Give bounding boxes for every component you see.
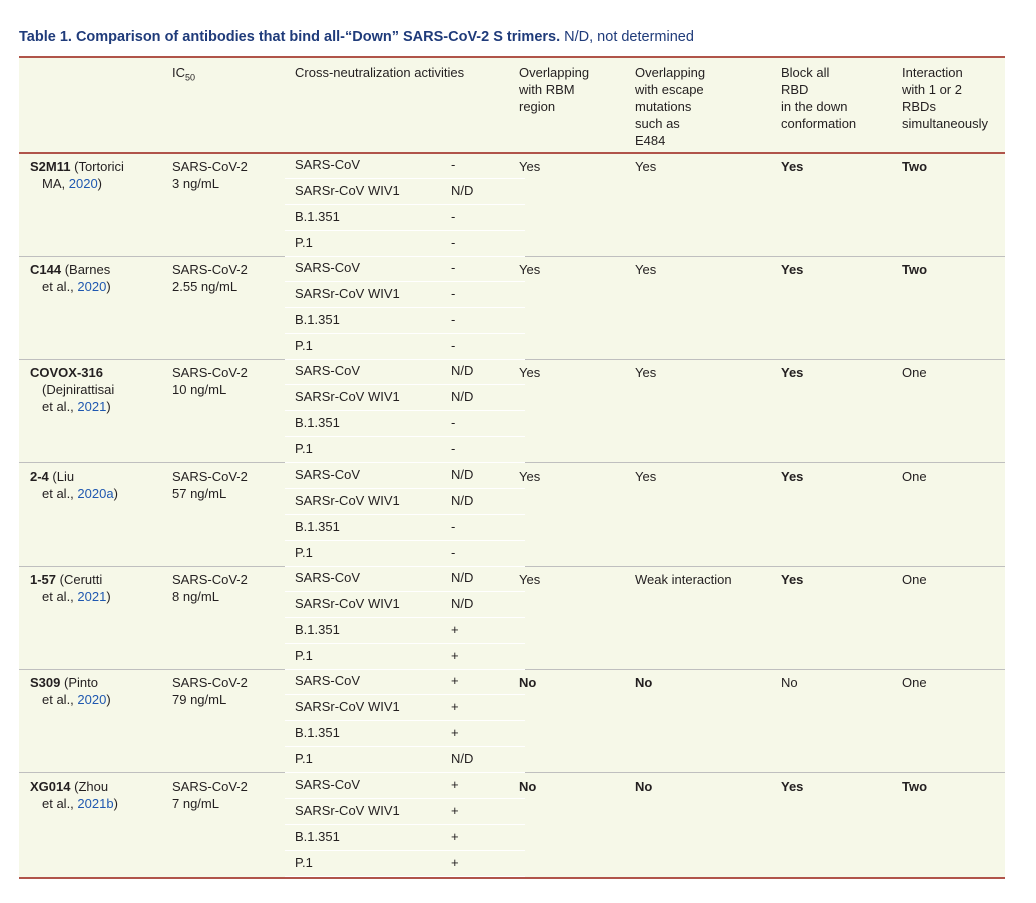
header-ic50 [172,64,195,87]
cross-virus: B.1.351 [295,519,340,534]
header-rbm-line: region [519,99,556,114]
ic50-virus: SARS-CoV-2 [172,159,248,174]
cross-row [285,773,525,799]
cross-virus: P.1 [295,751,313,766]
antibody-row [19,773,1005,876]
cross-virus: SARS-CoV [295,570,361,585]
citation-etal: et al., [42,399,74,414]
antibody-name: S2M11 [30,159,71,174]
header-block-line: in the down [781,99,848,114]
cross-row [285,618,525,644]
cross-value: N/D [451,570,474,585]
cross-value: N/D [451,183,474,198]
cross-virus: SARSr-CoV WIV1 [295,596,400,611]
cross-value: N/D [451,751,474,766]
citation-year-link[interactable]: 2021b [77,796,114,811]
comparison-table [19,56,1005,879]
ic50-cell [172,674,248,708]
cross-row [285,256,525,282]
header-block-line: Block all [781,65,830,80]
cross-virus: SARSr-CoV WIV1 [295,699,400,714]
cross-virus: P.1 [295,235,313,250]
citation-year-link[interactable]: 2020 [68,176,98,191]
cross-value: N/D [451,596,474,611]
ic50-cell [172,778,248,812]
cross-row [285,644,525,670]
cross-value: + [451,648,459,663]
rbd-interaction: One [902,572,927,587]
antibody-row [19,153,1005,257]
header-escape-line: Overlapping [635,65,706,80]
cross-virus: SARSr-CoV WIV1 [295,493,400,508]
ic50-virus: SARS-CoV-2 [172,572,248,587]
citation-year-link[interactable]: 2020 [77,692,107,707]
antibody-cell [30,571,111,605]
citation-etal: et al., [42,796,74,811]
citation-etal: et al., [42,486,74,501]
block-rbd: Yes [781,572,804,587]
rbd-interaction: Two [902,779,928,794]
cross-row [285,592,525,618]
cross-row [285,411,525,437]
cross-row [285,437,525,463]
citation-line [30,485,118,502]
ic50-cell [172,364,248,398]
antibody-cell [30,778,118,812]
header-cross: Cross-neutralization activities [295,65,465,80]
antibody-name: COVOX-316 [30,365,103,380]
antibody-row [19,566,1005,670]
cross-value: - [451,545,456,560]
cross-value: - [451,157,456,172]
cross-value: - [451,519,456,534]
citation-author: (Zhou [74,779,109,794]
cross-virus: P.1 [295,545,313,560]
ic50-value: 8 ng/mL [172,589,219,604]
citation-etal: MA, [42,176,66,191]
citation-close: ) [106,279,111,294]
cross-virus: B.1.351 [295,415,340,430]
block-rbd: No [781,675,798,690]
cross-row [285,282,525,308]
ic50-virus: SARS-CoV-2 [172,779,248,794]
rbd-interaction: One [902,365,927,380]
antibody-name: 1-57 [30,572,57,587]
antibody-name: S309 [30,675,61,690]
ic50-cell [172,158,248,192]
cross-virus: SARS-CoV [295,777,361,792]
cross-row [285,153,525,179]
citation-author: (Liu [52,469,75,484]
header-escape-line: E484 [635,133,666,148]
cross-virus: SARS-CoV [295,363,361,378]
table-header [19,58,1005,154]
ic50-cell [172,261,248,295]
cross-virus: P.1 [295,648,313,663]
cross-value: - [451,286,456,301]
antibody-name: XG014 [30,779,71,794]
antibody-row [19,669,1005,773]
cross-row [285,385,525,411]
citation-line [30,175,124,192]
citation-year-link[interactable]: 2020a [77,486,114,501]
cross-value: + [451,622,459,637]
cross-row [285,205,525,231]
header-interaction-line: with 1 or 2 [902,82,962,97]
rbd-interaction: One [902,469,927,484]
cross-virus: B.1.351 [295,312,340,327]
citation-author: (Dejnirattisai [42,382,115,397]
cross-value: - [451,260,456,275]
header-rbm [519,64,589,115]
rbd-interaction: Two [902,262,928,277]
cross-virus: SARSr-CoV WIV1 [295,803,400,818]
header-rbm-line: with RBM [519,82,575,97]
citation-close: ) [106,589,111,604]
rbm-overlap: Yes [519,262,541,277]
cross-virus: B.1.351 [295,209,340,224]
rbd-interaction: One [902,675,927,690]
header-ic50-sub: 50 [185,72,196,83]
table-caption [19,29,694,45]
cross-virus: B.1.351 [295,725,340,740]
cross-virus: SARS-CoV [295,260,361,275]
cross-virus: SARS-CoV [295,673,361,688]
escape-overlap: Yes [635,262,657,277]
cross-value: - [451,312,456,327]
cross-row [285,799,525,825]
cross-value: N/D [451,467,474,482]
rbm-overlap: Yes [519,572,541,587]
citation-author: (Barnes [64,262,111,277]
cross-value: N/D [451,493,474,508]
ic50-cell [172,571,248,605]
header-escape-line: with escape [635,82,704,97]
antibody-cell [30,261,111,295]
citation-author: (Tortorici [74,159,124,174]
cross-row [285,566,525,592]
cross-value: - [451,235,456,250]
ic50-virus: SARS-CoV-2 [172,365,248,380]
cross-row [285,231,525,257]
cross-row [285,747,525,773]
citation-close: ) [97,176,103,191]
cross-value: + [451,725,459,740]
cross-row [285,669,525,695]
block-rbd: Yes [781,159,804,174]
citation-close: ) [113,796,118,811]
header-block-line: RBD [781,82,809,97]
ic50-cell [172,468,248,502]
antibody-cell [30,158,124,192]
cross-virus: P.1 [295,441,313,456]
citation-author: (Cerutti [59,572,103,587]
antibody-cell [30,364,114,415]
cross-virus: SARS-CoV [295,467,361,482]
ic50-virus: SARS-CoV-2 [172,675,248,690]
cross-value: + [451,855,459,870]
ic50-value: 3 ng/mL [172,176,219,191]
header-interaction-line: simultaneously [902,116,988,131]
rbm-overlap: Yes [519,469,541,484]
block-rbd: Yes [781,469,804,484]
cross-virus: SARSr-CoV WIV1 [295,389,400,404]
rbm-overlap: No [519,675,537,690]
cross-value: + [451,829,459,844]
cross-virus: P.1 [295,338,313,353]
antibody-row [19,256,1005,360]
escape-overlap: No [635,779,653,794]
caption-note: N/D, not determined [564,29,694,45]
ic50-virus: SARS-CoV-2 [172,262,248,277]
cross-row [285,851,525,877]
cross-row [285,721,525,747]
block-rbd: Yes [781,365,804,380]
header-block-line: conformation [781,116,857,131]
cross-value: - [451,338,456,353]
antibody-name: 2-4 [30,469,49,484]
citation-etal: et al., [42,279,74,294]
ic50-virus: SARS-CoV-2 [172,469,248,484]
cross-virus: SARS-CoV [295,157,361,172]
cross-value: - [451,209,456,224]
cross-value: + [451,699,459,714]
header-escape-line: mutations [635,99,692,114]
rbm-overlap: Yes [519,365,541,380]
header-interaction-line: RBDs [902,99,936,114]
cross-virus: B.1.351 [295,829,340,844]
rbm-overlap: No [519,779,537,794]
cross-value: + [451,803,459,818]
citation-line [30,795,118,812]
cross-row [285,489,525,515]
block-rbd: Yes [781,262,804,277]
citation-close: ) [106,692,111,707]
cross-row [285,695,525,721]
citation-close: ) [106,399,111,414]
escape-overlap: Yes [635,469,657,484]
cross-value: N/D [451,389,474,404]
cross-row [285,359,525,385]
cross-value: + [451,777,459,792]
ic50-value: 10 ng/mL [172,382,227,397]
antibody-row [19,463,1005,567]
antibody-cell [30,674,111,708]
rbm-overlap: Yes [519,159,541,174]
citation-line [30,278,111,295]
cross-value: - [451,415,456,430]
cross-virus: SARSr-CoV WIV1 [295,286,400,301]
citation-line [30,691,111,708]
citation-year-link[interactable]: 2021 [77,399,107,414]
citation-line [30,398,114,415]
header-rbm-line: Overlapping [519,65,590,80]
cross-virus: SARSr-CoV WIV1 [295,183,400,198]
citation-etal: et al., [42,692,74,707]
antibody-cell [30,468,118,502]
header-interaction-line: Interaction [902,65,963,80]
cross-virus: P.1 [295,855,313,870]
cross-row [285,308,525,334]
header-ic50-label: IC [172,65,185,80]
cross-row [285,515,525,541]
header-block [781,64,856,132]
cross-row [285,179,525,205]
header-escape [635,64,705,149]
escape-overlap: No [635,675,653,690]
cross-row [285,825,525,851]
citation-year-link[interactable]: 2020 [77,279,107,294]
rbd-interaction: Two [902,159,928,174]
cross-row [285,463,525,489]
block-rbd: Yes [781,779,804,794]
escape-overlap: Yes [635,365,657,380]
citation-year-link[interactable]: 2021 [77,589,107,604]
antibody-row [19,359,1005,463]
escape-overlap: Weak interaction [635,572,732,587]
cross-row [285,334,525,360]
citation-etal: et al., [42,589,74,604]
cross-value: N/D [451,363,474,378]
cross-row [285,541,525,567]
caption-title: Table 1. Comparison of antibodies that bind all-“Down” SARS-CoV-2 S trimers. [19,29,561,45]
ic50-value: 57 ng/mL [172,486,227,501]
citation-line [30,588,111,605]
ic50-value: 7 ng/mL [172,796,219,811]
citation-author: (Pinto [64,675,98,690]
cross-value: + [451,673,459,688]
citation-close: ) [113,486,118,501]
antibody-name: C144 [30,262,62,277]
ic50-value: 79 ng/mL [172,692,227,707]
cross-virus: B.1.351 [295,622,340,637]
ic50-value: 2.55 ng/mL [172,279,238,294]
escape-overlap: Yes [635,159,657,174]
header-escape-line: such as [635,116,680,131]
header-interaction [902,64,988,132]
cross-value: - [451,441,456,456]
